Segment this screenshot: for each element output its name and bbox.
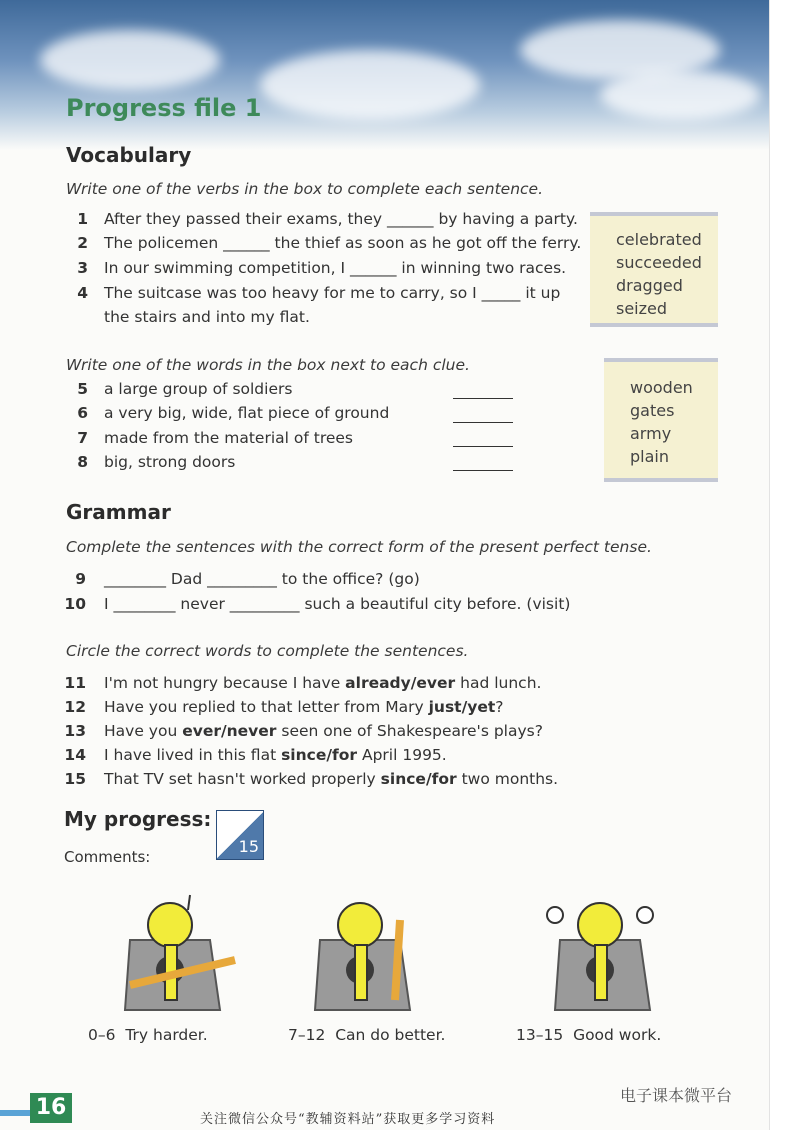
item-number: 3 [77,259,88,277]
item-number: 10 [64,595,86,613]
page-number: 16 [30,1093,72,1123]
grammar-sentence: Have you ever/never seen one of Shakespeare's plays? [104,722,543,740]
item-number: 13 [64,722,86,740]
word-choice: just/yet [428,698,496,716]
level-caption: 13–15 Good work. [516,1026,662,1044]
word-box-item: succeeded [616,253,702,272]
vocabulary-heading: Vocabulary [66,143,192,167]
good-work-character-icon [540,890,670,1020]
item-sentence-continued: the stairs and into my flat. [104,308,310,326]
item-sentence: The policemen ______ the thief as soon as he got off the ferry. [104,234,582,252]
grammar-sentence: I have lived in this flat since/for April 1995. [104,746,447,764]
answer-blank [453,398,513,399]
item-number: 11 [64,674,86,692]
clue-text: made from the material of trees [104,429,354,447]
grammar-sentence: I'm not hungry because I have already/ever had lunch. [104,674,542,692]
page-edge [769,0,800,1130]
word-choice: ever/never [182,722,277,740]
word-choice: since/for [380,770,457,788]
item-number: 14 [64,746,86,764]
progress-score-badge: 15 [216,810,264,860]
grammar-sentence: ________ Dad _________ to the office? (go) [104,570,420,588]
item-number: 15 [64,770,86,788]
page-number-bar [0,1110,30,1116]
item-number: 1 [77,210,88,228]
item-number: 8 [77,453,88,471]
answer-blank [453,422,513,423]
item-number: 7 [77,429,88,447]
answer-blank [453,470,513,471]
word-box-item: seized [616,299,668,318]
grammar-sentence: I ________ never _________ such a beautiful city before. (visit) [104,595,571,613]
clue-text: big, strong doors [104,453,236,471]
answer-blank [453,446,513,447]
word-choice: since/for [281,746,358,764]
grammar-heading: Grammar [66,500,171,524]
word-box-item: wooden [630,378,693,397]
item-number: 5 [77,380,88,398]
my-progress-heading: My progress: [64,807,212,831]
word-box-nouns [604,358,718,482]
item-sentence: After they passed their exams, they ______ by having a party. [104,210,578,228]
item-sentence: The suitcase was too heavy for me to carry, so I _____ it up [104,284,561,302]
can-do-better-character-icon [300,890,430,1020]
word-box-item: plain [630,447,669,466]
grammar-instruction-1: Complete the sentences with the correct form of the present perfect tense. [66,538,652,556]
item-sentence: In our swimming competition, I ______ in winning two races. [104,259,567,277]
grammar-instruction-2: Circle the correct words to complete the sentences. [66,642,469,660]
page-title: Progress file 1 [66,94,262,122]
word-box-item: army [630,424,672,443]
clue-text: a large group of soldiers [104,380,293,398]
sky-header-banner [0,0,770,150]
word-box-item: dragged [616,276,683,295]
word-choice: already/ever [345,674,456,692]
item-number: 2 [77,234,88,252]
item-number: 4 [77,284,88,302]
level-caption: 0–6 Try harder. [88,1026,208,1044]
word-box-item: celebrated [616,230,702,249]
clue-text: a very big, wide, flat piece of ground [104,404,390,422]
item-number: 9 [75,570,86,588]
vocabulary-instruction-1: Write one of the verbs in the box to complete each sentence. [66,180,544,198]
grammar-sentence: Have you replied to that letter from Mary just/yet? [104,698,504,716]
level-caption: 7–12 Can do better. [288,1026,446,1044]
watermark-text: 电子课本微平台 [620,1086,733,1105]
grammar-sentence: That TV set hasn't worked properly since/for two months. [104,770,559,788]
vocabulary-instruction-2: Write one of the words in the box next to each clue. [66,356,470,374]
item-number: 6 [77,404,88,422]
footer-note: 关注微信公众号“教辅资料站”获取更多学习资料 [200,1112,496,1127]
comments-label: Comments: [64,848,151,866]
word-box-item: gates [630,401,675,420]
try-harder-character-icon [110,890,240,1020]
item-number: 12 [64,698,86,716]
word-box-verbs [590,212,718,327]
